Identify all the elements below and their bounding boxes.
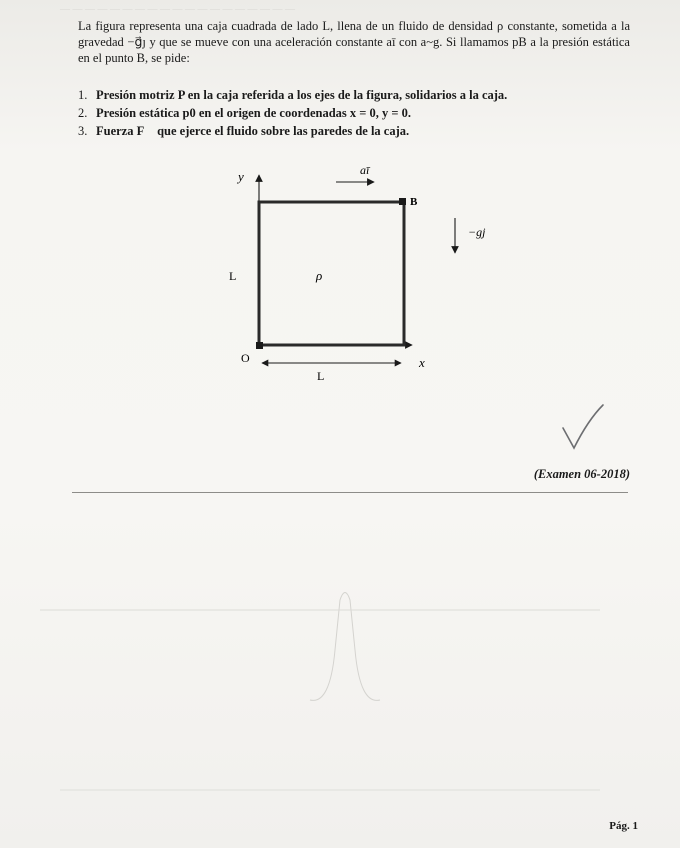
base-length-label: L	[317, 369, 325, 383]
gravity-label: −gj⃗	[468, 225, 495, 239]
origin-label: O	[241, 351, 250, 365]
divider-rule	[72, 492, 628, 493]
check-mark-icon	[563, 405, 603, 448]
question-text: Fuerza F⃗ que ejerce el fluido sobre las paredes de la caja.	[96, 124, 410, 138]
question-number: 1.	[78, 88, 88, 102]
question-number: 3.	[78, 124, 88, 138]
question-text: Presión estática p0 en el origen de coordenadas x = 0, y = 0.	[96, 106, 412, 120]
page-number: Pág. 1	[609, 820, 638, 832]
exam-reference: (Examen 06-2018)	[533, 467, 630, 481]
acceleration-label: aī	[360, 163, 370, 177]
point-b-marker	[399, 198, 406, 205]
question-text: Presión motriz P en la caja referida a los ejes de la figura, solidarios a la caja.	[96, 88, 508, 102]
question-number: 2.	[78, 106, 88, 120]
problem-intro: La figura representa una caja cuadrada de lado L, llena de un fluido de densidad ρ constante, sometida a la gravedad −g⃗ȷ y que se mueve con una aceleración constante aī con a~g. Si llamamos pB a la presión estática en el punto B, se pide:	[78, 19, 630, 65]
point-b-label: B	[410, 196, 418, 208]
origin-point	[256, 342, 263, 349]
fluid-box	[259, 202, 404, 345]
y-axis-label: y	[238, 169, 244, 184]
side-length-label: L	[229, 269, 237, 283]
bleed-through-sketch	[310, 593, 380, 701]
density-label: ρ	[316, 268, 323, 283]
x-axis-label: x	[419, 355, 425, 370]
bleed-through-text: — — — — — — — — — — — — — — — — — — —	[60, 4, 295, 15]
